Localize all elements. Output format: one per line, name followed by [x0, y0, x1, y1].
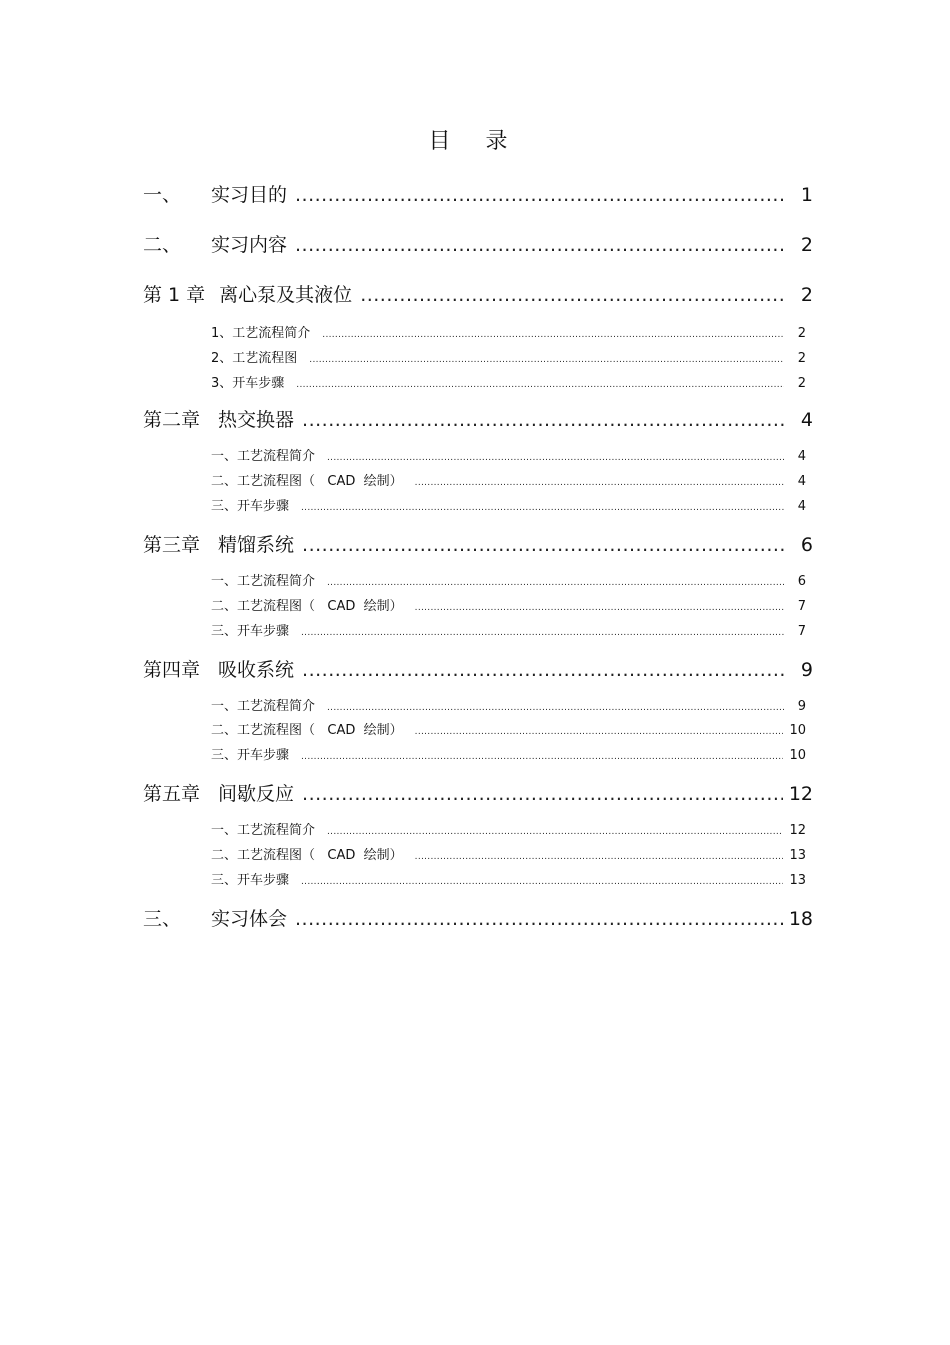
subitem-page: 2 [797, 326, 806, 341]
subitem-page: 4 [797, 499, 806, 514]
subitem-title: 一、工艺流程简介 [211, 449, 316, 464]
dot-leader [327, 827, 783, 837]
toc-chapter-5[interactable] [143, 779, 813, 805]
subitem-page: 7 [797, 624, 806, 639]
subitem-page: 4 [797, 449, 806, 464]
dot-leader [302, 409, 785, 431]
chapter-title: 精馏系统 [218, 534, 295, 556]
entry-page: 4 [800, 409, 813, 431]
subitem-page: 4 [797, 474, 806, 489]
subitem-title: 一、工艺流程简介 [211, 574, 316, 589]
dot-leader [295, 234, 785, 256]
toc-subitem[interactable] [211, 595, 806, 613]
chapter-number: 第三章 [143, 534, 201, 556]
chapter-title: 热交换器 [218, 409, 295, 431]
toc-subitem[interactable] [211, 495, 806, 513]
chapter-number: 第五章 [143, 783, 201, 805]
toc-chapter-2[interactable] [143, 405, 813, 431]
subitem-title: 二、工艺流程图（ CAD 绘制） [211, 848, 403, 863]
dot-leader [302, 783, 783, 805]
subitem-title: 二、工艺流程图（ CAD 绘制） [211, 723, 403, 738]
toc-chapter-4[interactable] [143, 655, 813, 681]
toc-subitem[interactable] [211, 570, 806, 588]
subitem-title: 二、工艺流程图（ CAD 绘制） [211, 474, 403, 489]
chapter-number: 第 1 章 [143, 284, 206, 306]
subitem-page: 12 [789, 823, 806, 838]
dot-leader [327, 703, 784, 713]
entry-page: 9 [800, 659, 813, 681]
subitem-title: 2、工艺流程图 [211, 351, 298, 366]
toc-subitem[interactable] [211, 445, 806, 463]
subitem-title: 三、开车步骤 [211, 873, 290, 888]
subitem-page: 2 [797, 376, 806, 391]
toc-subitem[interactable] [211, 695, 806, 713]
toc-subitem[interactable] [211, 844, 806, 862]
subitem-page: 10 [789, 748, 806, 763]
dot-leader [327, 453, 784, 463]
toc-subitem[interactable] [211, 347, 806, 365]
subitem-page: 6 [797, 574, 806, 589]
toc-chapter-3[interactable] [143, 530, 813, 556]
chapter-title: 间歇反应 [218, 783, 295, 805]
entry-page: 12 [788, 783, 813, 805]
toc-subitem[interactable] [211, 819, 806, 837]
dot-leader [327, 578, 784, 588]
subitem-page: 10 [789, 723, 806, 738]
entry-number: 二、 [143, 234, 182, 256]
dot-leader [360, 284, 785, 306]
toc-chapter-1[interactable] [143, 280, 813, 306]
dot-leader [296, 380, 784, 390]
toc-entry-1[interactable] [143, 180, 813, 206]
dot-leader [415, 478, 784, 488]
entry-title: 实习体会 [211, 908, 288, 930]
dot-leader [301, 628, 784, 638]
toc-subitem[interactable] [211, 869, 806, 887]
dot-leader [322, 330, 784, 340]
toc-title: 目 录 [428, 129, 522, 154]
subitem-page: 13 [789, 873, 806, 888]
subitem-title: 三、开车步骤 [211, 499, 290, 514]
toc-entry-3[interactable] [143, 904, 813, 930]
toc-subitem[interactable] [211, 322, 806, 340]
subitem-title: 3、开车步骤 [211, 376, 285, 391]
dot-leader [302, 659, 785, 681]
dot-leader [309, 355, 784, 365]
subitem-title: 三、开车步骤 [211, 624, 290, 639]
toc-subitem[interactable] [211, 620, 806, 638]
entry-title: 实习内容 [211, 234, 288, 256]
chapter-number: 第四章 [143, 659, 201, 681]
toc-subitem[interactable] [211, 470, 806, 488]
subitem-page: 9 [797, 699, 806, 714]
toc-entry-2[interactable] [143, 230, 813, 256]
dot-leader [295, 184, 785, 206]
dot-leader [415, 603, 784, 613]
entry-number: 三、 [143, 908, 182, 930]
subitem-title: 一、工艺流程简介 [211, 699, 316, 714]
dot-leader [302, 534, 785, 556]
entry-page: 6 [800, 534, 813, 556]
chapter-number: 第二章 [143, 409, 201, 431]
dot-leader [301, 503, 784, 513]
dot-leader [301, 877, 783, 887]
subitem-title: 二、工艺流程图（ CAD 绘制） [211, 599, 403, 614]
dot-leader [415, 727, 784, 737]
toc-subitem[interactable] [211, 719, 806, 737]
subitem-title: 1、工艺流程简介 [211, 326, 311, 341]
toc-subitem[interactable] [211, 372, 806, 390]
subitem-page: 7 [797, 599, 806, 614]
chapter-title: 离心泵及其液位 [219, 284, 353, 306]
subitem-title: 一、工艺流程简介 [211, 823, 316, 838]
dot-leader [415, 852, 784, 862]
entry-number: 一、 [143, 184, 182, 206]
subitem-page: 13 [789, 848, 806, 863]
chapter-title: 吸收系统 [218, 659, 295, 681]
toc-subitem[interactable] [211, 744, 806, 762]
dot-leader [301, 752, 783, 762]
entry-title: 实习目的 [211, 184, 288, 206]
dot-leader [295, 908, 783, 930]
entry-page: 2 [800, 284, 813, 306]
entry-page: 18 [788, 908, 813, 930]
subitem-page: 2 [797, 351, 806, 366]
entry-page: 1 [800, 184, 813, 206]
subitem-title: 三、开车步骤 [211, 748, 290, 763]
entry-page: 2 [800, 234, 813, 256]
